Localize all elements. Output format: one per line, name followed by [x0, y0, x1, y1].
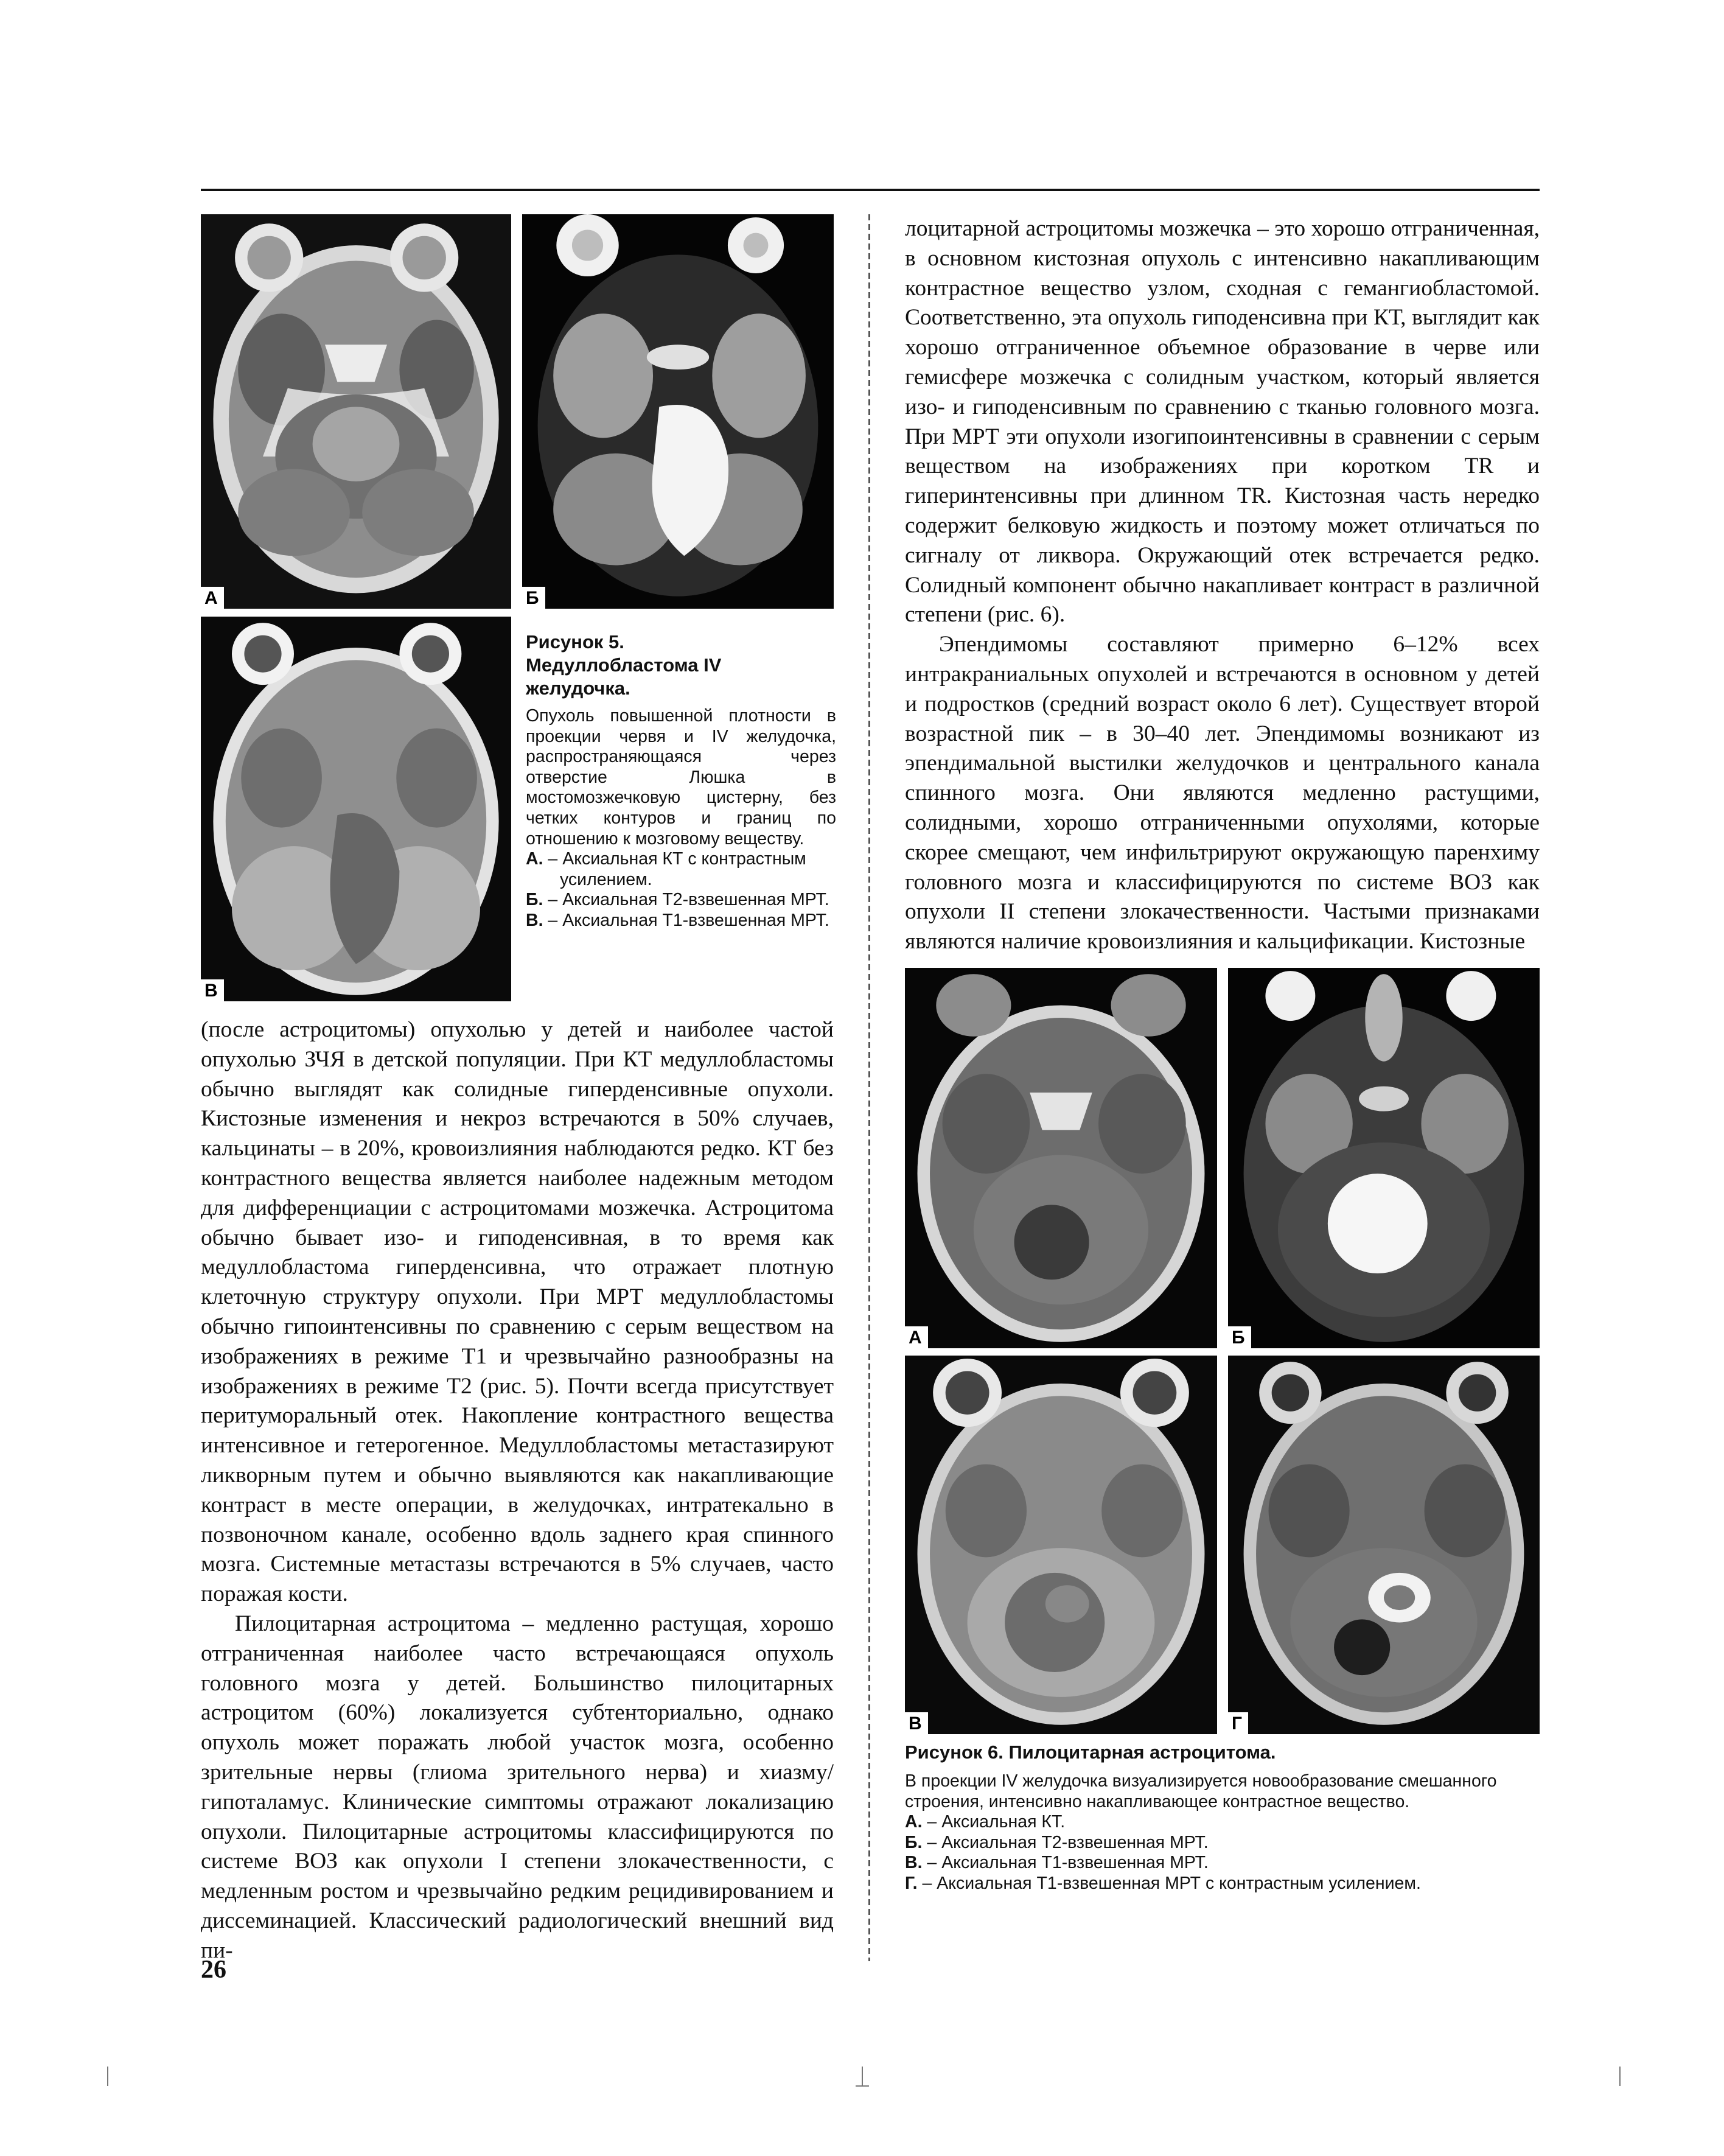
figure6-description: В проекции IV желудочка визуализируется новообразование смешанного строения, интенсивно накапливающее контрастное вещество.	[905, 1771, 1497, 1811]
paragraph: Эпендимомы составляют примерно 6–12% всех интракраниальных опухолей и встречаются в основном у детей и подростков (средний возраст около 6 лет). Существует второй возрастной пик – в 30–40 лет. Эпендимомы возникают из эпендимальной выстилки желудочков и центрального канала спинного мозга. Они являются медленно растущими, солидными, хорошо отграниченными опухолями, которые скорее смещают, чем инфильтрируют окружающую паренхиму головного мозга и классифицируются по системе ВОЗ как опухоли II степени злокачественности. Частыми признаками являются наличие кровоизлияния и кальцификации. Кистозные	[905, 632, 1540, 954]
item-text: – Аксиальная Т1-взвешенная МРТ с контрастным усилением.	[922, 1873, 1421, 1893]
item-key: А.	[526, 849, 543, 869]
crop-mark	[107, 2067, 108, 2086]
item-key: В.	[905, 1853, 923, 1873]
item-key: А.	[905, 1812, 923, 1832]
item-key: Б.	[526, 890, 543, 910]
panel-label: Г	[1228, 1712, 1248, 1734]
figure5-description: Опухоль повышенной плотности в проекции червя и IV желудочка, распространяющаяся через отверстие Люшка в мостомозжечковую цистерну, без четких контуров и границ по отношению к мозговому веществу.	[526, 706, 836, 849]
figure6-title: Рисунок 6. Пилоцитарная астроцитома.	[905, 1741, 1276, 1763]
figure6-panel-b	[1228, 968, 1540, 1348]
panel-label: А	[201, 587, 224, 609]
t2-mri-image	[522, 214, 834, 609]
t2-mri-image	[1228, 968, 1540, 1348]
t1c-mri-image	[1228, 1356, 1540, 1734]
figure6-panel-c	[905, 1356, 1217, 1734]
ct-brain-image	[905, 968, 1217, 1348]
item-text: – Аксиальная Т1-взвешенная МРТ.	[927, 1853, 1209, 1873]
item-text: – Аксиальная Т1-взвешенная МРТ.	[548, 910, 829, 930]
item-text: – Аксиальная КТ с контрастным усилением.	[548, 849, 806, 889]
figure5-panel-b	[522, 214, 834, 609]
right-column-text	[905, 214, 1540, 957]
figure6-item	[905, 1833, 1540, 1853]
paragraph: лоцитарной астроцитомы мозжечка – это хорошо отграниченная, в основном кистозная опухоль с интенсивно накапливающим контрастное вещество узлом, сходная с гемангиобластомой. Соответственно, эта опухоль гиподенсивна при КТ, выглядит как хорошо отграниченное объемное образование в черве или гемисфере мозжечка с солидным участком, который является изо- и гиподенсивным по сравнению с тканью головного мозга. При МРТ эти опухоли изогипоинтенсивны в сравнении с серым веществом на изображениях при коротком TR и гиперинтенсивны при длинном TR. Кистозная часть нередко содержит белковую жидкость и поэтому может отличаться по сигналу от ликвора. Окружающий отек встречается редко. Солидный компонент обычно накапливает контраст в различной степени (рис. 6).	[905, 216, 1540, 628]
crop-mark	[1619, 2067, 1621, 2086]
figure5-panel-a	[201, 214, 511, 609]
paragraph: Пилоцитарная астроцитома – медленно растущая, хорошо отграниченная наиболее часто встречающаяся опухоль головного мозга у детей. Большинство пилоцитарных астроцитом (60%) локализуется субтенториально, однако опухоль может поражать любой участок мозга, особенно зрительные нервы (глиома зрительного нерва) и хиазму/гипоталамус. Клинические симптомы отражают локализацию опухоли. Пилоцитарные астроцитомы классифицируются по системе ВОЗ как опухоли I степени злокачественности, с медленным ростом и чрезвычайно редким рецидивированием и диссеминацией. Классический радиологический внешний вид пи-	[201, 1611, 834, 1963]
item-key: Г.	[905, 1873, 918, 1893]
item-key: В.	[526, 910, 543, 930]
ct-brain-image	[201, 214, 511, 609]
crop-mark	[856, 2085, 869, 2087]
header-rule	[201, 189, 1540, 191]
item-text: – Аксиальная Т2-взвешенная МРТ.	[927, 1832, 1209, 1852]
figure6-item	[905, 1874, 1540, 1894]
item-text: – Аксиальная КТ.	[927, 1812, 1066, 1832]
figure5-item	[526, 849, 836, 890]
figure6-caption	[905, 1741, 1540, 1894]
panel-label: А	[905, 1326, 928, 1348]
panel-label: Б	[1228, 1326, 1251, 1348]
t1-mri-image	[201, 617, 511, 1001]
panel-label: Б	[522, 587, 545, 609]
item-text: – Аксиальная Т2-взвешенная МРТ.	[548, 890, 829, 910]
crop-mark	[862, 2067, 863, 2086]
figure6-item	[905, 1812, 1540, 1833]
paragraph: (после астроцитомы) опухолью у детей и наиболее частой опухолью ЗЧЯ в детской популяции. При КТ медуллобластомы обычно выглядят как солидные гиперденсивные опухоли. Кистозные изменения и некроз встречаются в 50% случаев, кальцинаты – в 20%, кровоизлияния наблюдаются редко. КТ без контрастного вещества является наиболее надежным методом для дифференциации с астроцитомами мозжечка. Астроцитома обычно бывает изо- и гиподенсивная, в то время как медуллобластома гиперденсивна, что отражает плотную клеточную структуру опухоли. При МРТ медуллобластомы обычно гипоинтенсивны по сравнению с серым веществом на изображениях в режиме Т1 и чрезвычайно разнообразны на изображениях в режиме Т2 (рис. 5). Почти всегда присутствует перитуморальный отек. Накопление контрастного вещества интенсивное и гетерогенное. Медуллобластомы метастазируют ликворным путем и обычно выявляются как накапливающие контраст в месте операции, в желудочках, интратекально в позвоночном канале, особенно вдоль заднего края спинного мозга. Системные метастазы встречаются в 5% случаев, часто поражая кости.	[201, 1017, 834, 1607]
figure6-panel-d	[1228, 1356, 1540, 1734]
figure6-item	[905, 1853, 1540, 1874]
figure6-panel-a	[905, 968, 1217, 1348]
left-column-text	[201, 1015, 834, 1966]
column-divider	[868, 214, 870, 1961]
figure5-item	[526, 890, 836, 911]
item-key: Б.	[905, 1832, 923, 1852]
figure5-caption	[526, 631, 836, 931]
figure5-title: Рисунок 5. Медуллобластома IV желудочка.	[526, 631, 722, 699]
panel-label: В	[905, 1712, 928, 1734]
figure5-item	[526, 911, 836, 931]
panel-label: В	[201, 979, 224, 1001]
figure5-panel-c	[201, 617, 511, 1001]
t1-mri-image	[905, 1356, 1217, 1734]
page-number: 26	[201, 1956, 226, 1984]
